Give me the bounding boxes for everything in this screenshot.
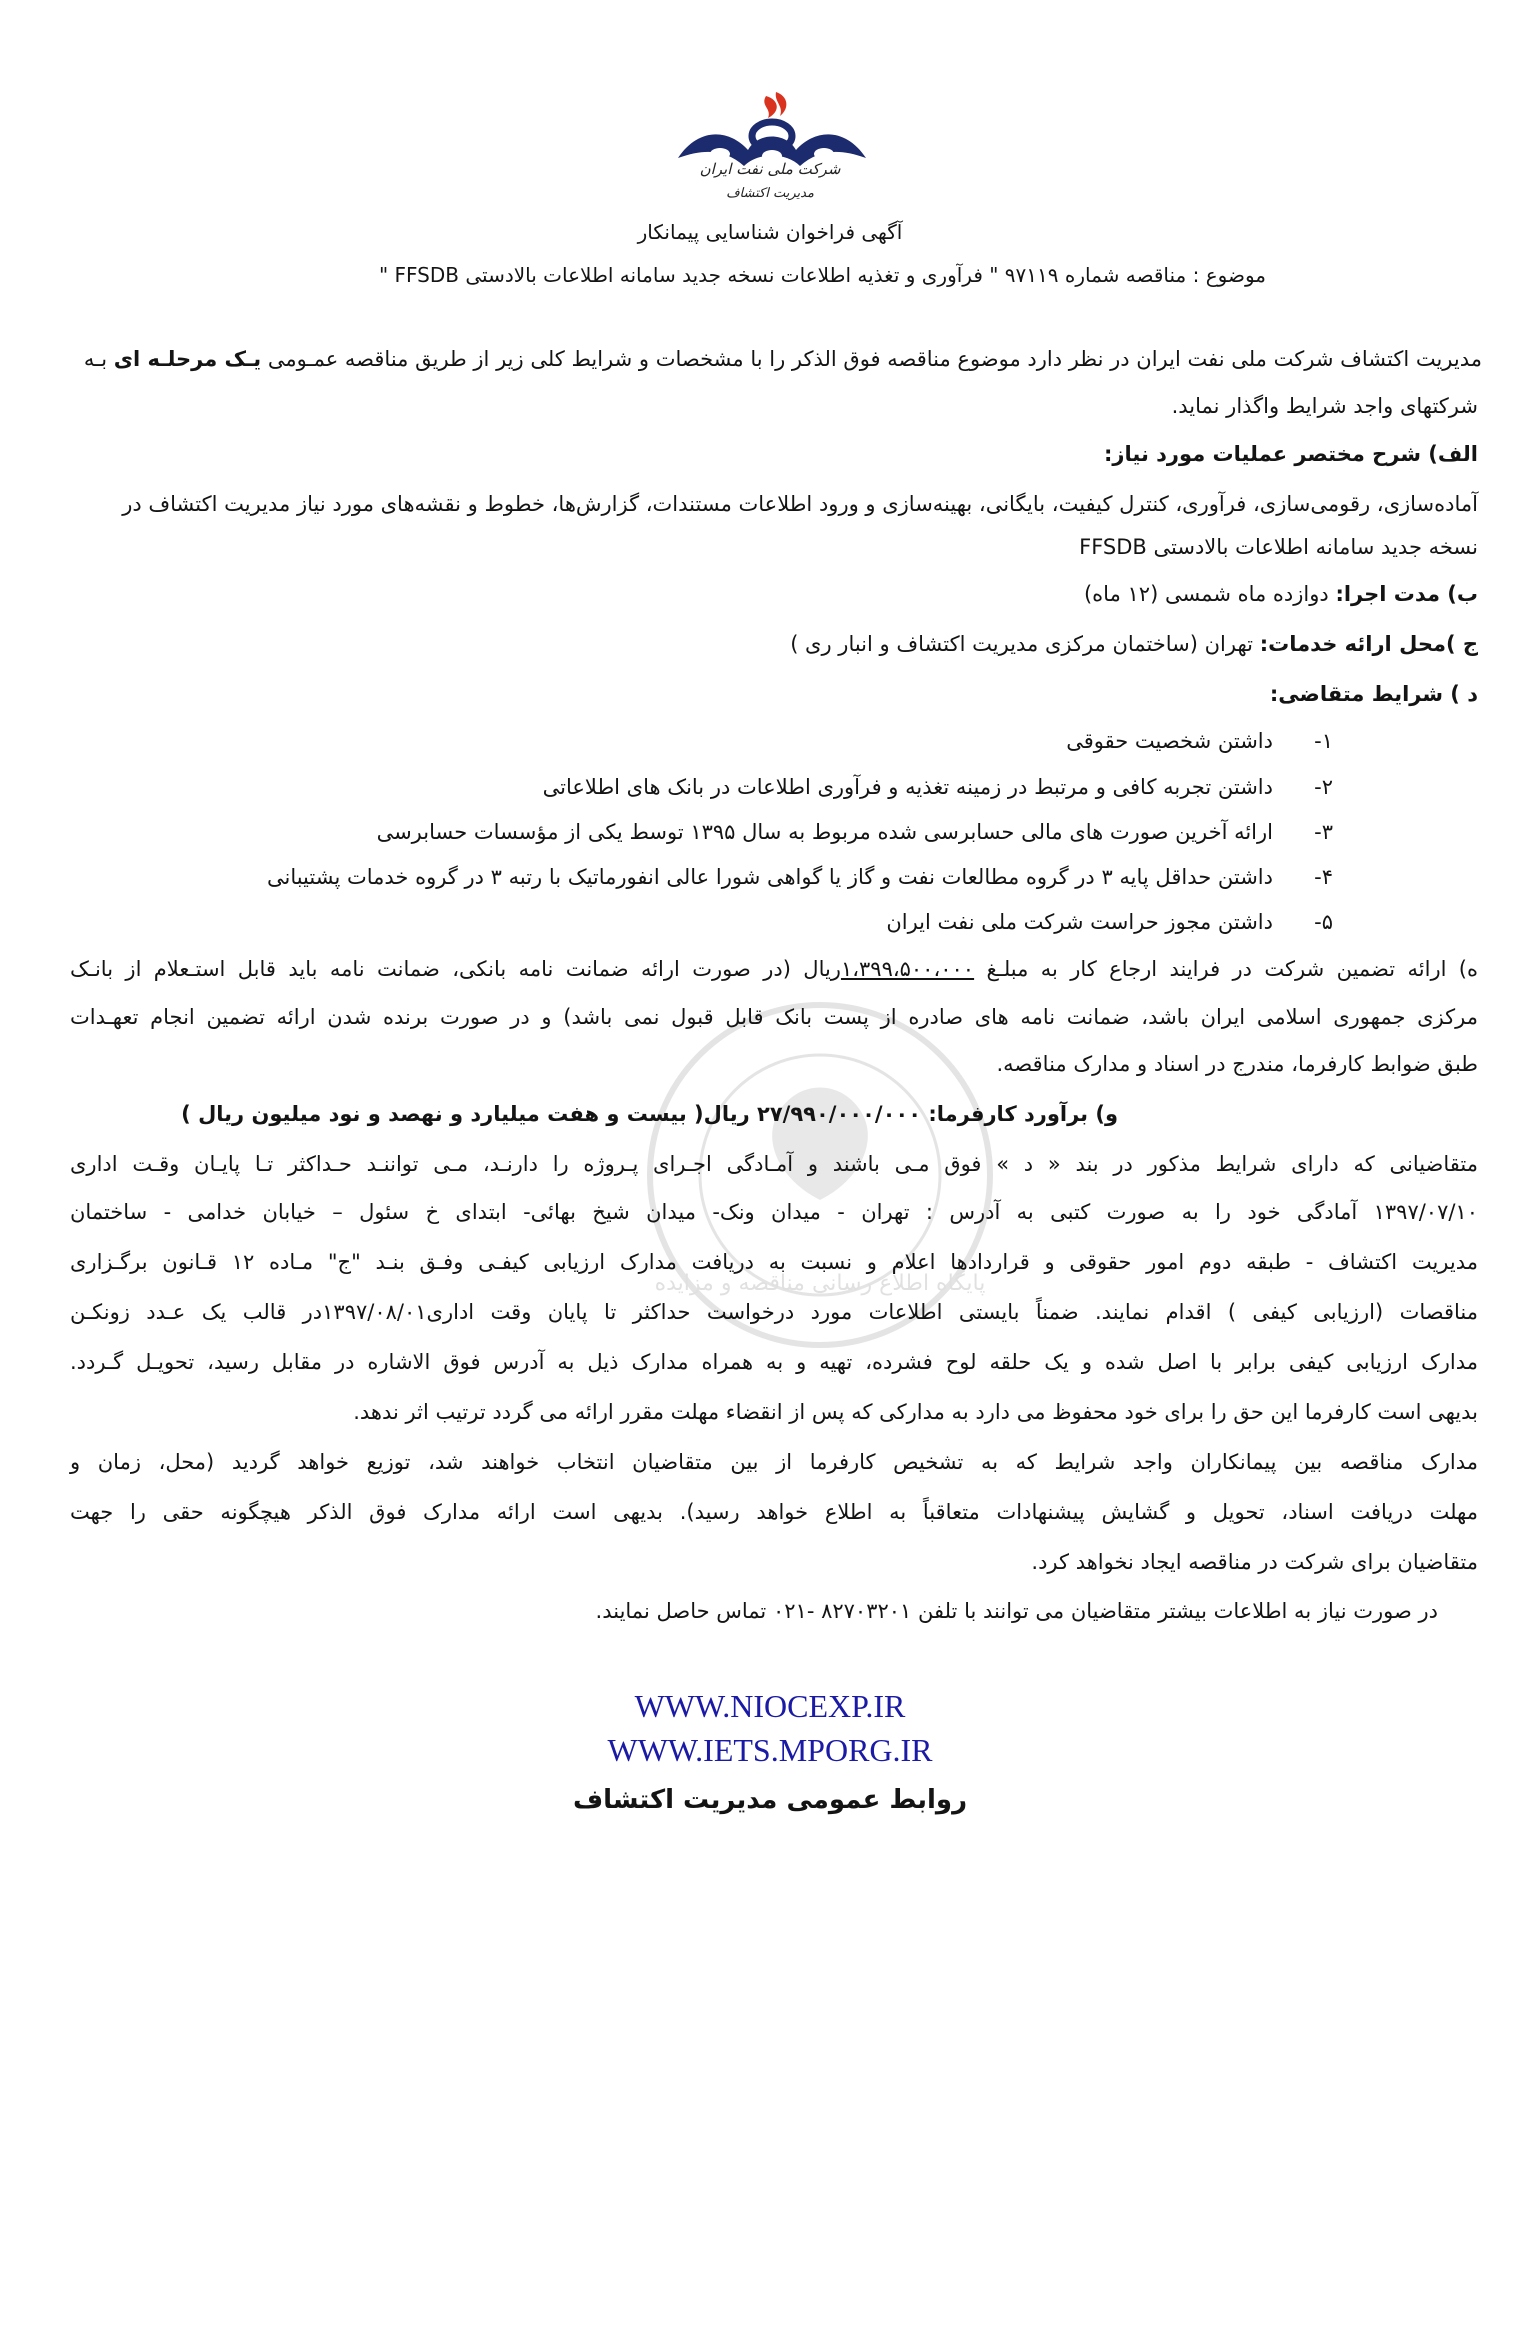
- logo-caption: شرکت ملی نفت ایران: [699, 160, 841, 178]
- notice-title: آگهی فراخوان شناسایی پیمانکار: [637, 220, 903, 244]
- body-p1-last: بدیهی است کارفرما این حق را برای خود محفوظ می دارد به مدارکی که پس از انقضاء مهلت مقرر ارائه می گردد ترتیب اثر ندهد.: [353, 1400, 1478, 1424]
- section-b: [1084, 580, 1478, 608]
- section-a-heading: الف) شرح مختصر عملیات مورد نیاز:: [1104, 442, 1478, 466]
- section-f-estimate: و) برآورد کارفرما: ۲۷/۹۹۰/۰۰۰/۰۰۰ ریال( بیست و هفت میلیارد و نهصد و نود میلیون ریال ): [181, 1102, 1118, 1126]
- section-c-heading: ج )محل ارائه خدمات:: [1259, 632, 1478, 656]
- intro-line-1-bold: یـک مرحلـه ای: [113, 347, 262, 371]
- list-item: ۱-داشتن شخصیت حقوقی: [1066, 729, 1333, 753]
- signature: روابط عمومی مدیریت اکتشاف: [572, 1785, 968, 1815]
- list-item: ۳-ارائه آخرین صورت های مالی حسابرسی شده مربوط به سال ۱۳۹۵ توسط یکی از مؤسسات حسابرسی: [376, 820, 1333, 844]
- list-item: ۴-داشتن حداقل پایه ۳ در گروه مطالعات نفت و گاز یا گواهی شورا عالی انفورماتیک با رتبه ۳ در گروه خدمات پشتیبانی: [266, 865, 1333, 889]
- body-p1-line-1: متقاضیانی که دارای شرایط مذکور در بند « د » فوق مـی باشند و آمـادگی اجـرای پـروژه را دارنـد، مـی تواننـد حـداکثر تـا پایـان وقـت اداری: [70, 1152, 1478, 1176]
- section-e-line-3: طبق ضوابط کارفرما، مندرج در اسناد و مدارک مناقصه.: [996, 1052, 1478, 1076]
- body-p2-last: متقاضیان برای شرکت در مناقصه ایجاد نخواهد کرد.: [1031, 1550, 1478, 1574]
- intro-line-1-c: بـه: [83, 347, 108, 371]
- section-e-line-1: ه) ارائه تضمین شرکت در فرایند ارجاع کار به مبلـغ ۱،۳۹۹،۵۰۰،۰۰۰ریال (در صورت ارائه ضمانت نامه بانکی، ضمانت نامه باید قابل استـعلام از بانـک: [70, 957, 1479, 981]
- body-p1-line-5: مدارک ارزیابی کیفی برابر با اصل شده و یک حلقه لوح فشرده، تهیه و به همراه مدارک ذیل به آدرس فوق الاشاره در مقابل رسید، تحویـل گـردد.: [70, 1350, 1478, 1374]
- guarantee-amount: ۱،۳۹۹،۵۰۰،۰۰۰: [840, 957, 975, 981]
- section-c: [790, 630, 1478, 658]
- section-b-heading: ب) مدت اجرا:: [1335, 582, 1478, 606]
- link-niocexp[interactable]: WWW.NIOCEXP.IR: [634, 1688, 906, 1724]
- section-c-text: تهران (ساختمان مرکزی مدیریت اکتشاف و انبار ری ): [790, 632, 1253, 656]
- section-d-heading: د ) شرایط متقاضی:: [1269, 682, 1478, 706]
- notice-subject: موضوع : مناقصه شماره ۹۷۱۱۹ " فرآوری و تغذیه اطلاعات نسخه جدید سامانه اطلاعات بالادستی FFSDB ": [378, 263, 1266, 287]
- body-p1-line-2: ۱۳۹۷/۰۷/۱۰ آمادگی خود را به صورت کتبی به آدرس : تهران - میدان ونک- میدان شیخ بهائی- ابتدای خ سئول – خیابان خدامی - ساختمان: [70, 1200, 1478, 1224]
- logo-subcaption: مدیریت اکتشاف: [726, 186, 814, 201]
- section-e-line-2: مرکزی جمهوری اسلامی ایران باشد، ضمانت نامه های صادره از پست بانک قابل قبول نمی باشد) و در صورت برنده شدن ارائه تضمین انجام تعهـدات: [70, 1005, 1478, 1029]
- body-p1-line-4: مناقصات (ارزیابی کیفی ) اقدام نمایند. ضمناً بایستی اطلاعات مورد درخواست حداکثر تا پایان وقت اداری۱۳۹۷/۰۸/۰۱در قالب یک عـدد زونکـن: [70, 1300, 1478, 1324]
- intro-line-1: [84, 345, 1482, 373]
- body-p2-line-1: مدارک مناقصه بین پیمانکاران واجد شرایط که به تشخیص کارفرما از بین متقاضیان انتخاب خواهند شد، توزیع خواهد گردید (محل، زمان و: [70, 1450, 1478, 1474]
- watermark-text: پایگاه اطلاع رسانی مناقصه و مزایده: [654, 1271, 986, 1296]
- intro-line-1-a: مدیریت اکتشاف شرکت ملی نفت ایران در نظر دارد موضوع مناقصه فوق الذکر را با مشخصات و شرایط کلی زیر از طریق مناقصه عمـومی: [267, 347, 1482, 371]
- section-b-text: دوازده ماه شمسی (۱۲ ماه): [1083, 582, 1329, 606]
- section-a-line-1: آماده‌سازی، رقومی‌سازی، فرآوری، کنترل کیفیت، بایگانی، بهینه‌سازی و ورود اطلاعات مستندات، گزارش‌ها، خطوط و نقشه‌های مورد نیاز مدیریت اکتشاف در: [122, 492, 1478, 516]
- link-iets[interactable]: WWW.IETS.MPORG.IR: [607, 1732, 933, 1768]
- list-item: ۵-داشتن مجوز حراست شرکت ملی نفت ایران: [886, 910, 1333, 934]
- list-item: ۲-داشتن تجربه کافی و مرتبط در زمینه تغذیه و فرآوری اطلاعات در بانک های اطلاعاتی: [542, 775, 1333, 799]
- body-p1-line-3: مدیریت اکتشاف - طبقه دوم امور حقوقی و قراردادها اعلام و نسبت به دریافت مدارک ارزیابی کیفـی وفـق بنـد "ج" مـاده ۱۲ قـانون برگـزاری: [70, 1250, 1478, 1274]
- contact-line: در صورت نیاز به اطلاعات بیشتر متقاضیان می توانند با تلفن ۸۲۷۰۳۲۰۱ -۰۲۱ تماس حاصل نمایند.: [595, 1599, 1438, 1623]
- body-p2-line-2: مهلت دریافت اسناد، تحویل و گشایش پیشنهادات متعاقباً به اطلاع خواهد رسید). بدیهی است ارائه مدارک فوق الذکر هیچگونه حقی را جهت: [70, 1500, 1478, 1524]
- section-a-line-2: نسخه جدید سامانه اطلاعات بالادستی FFSDB: [1079, 535, 1478, 559]
- intro-line-2: شرکتهای واجد شرایط واگذار نماید.: [1171, 394, 1478, 418]
